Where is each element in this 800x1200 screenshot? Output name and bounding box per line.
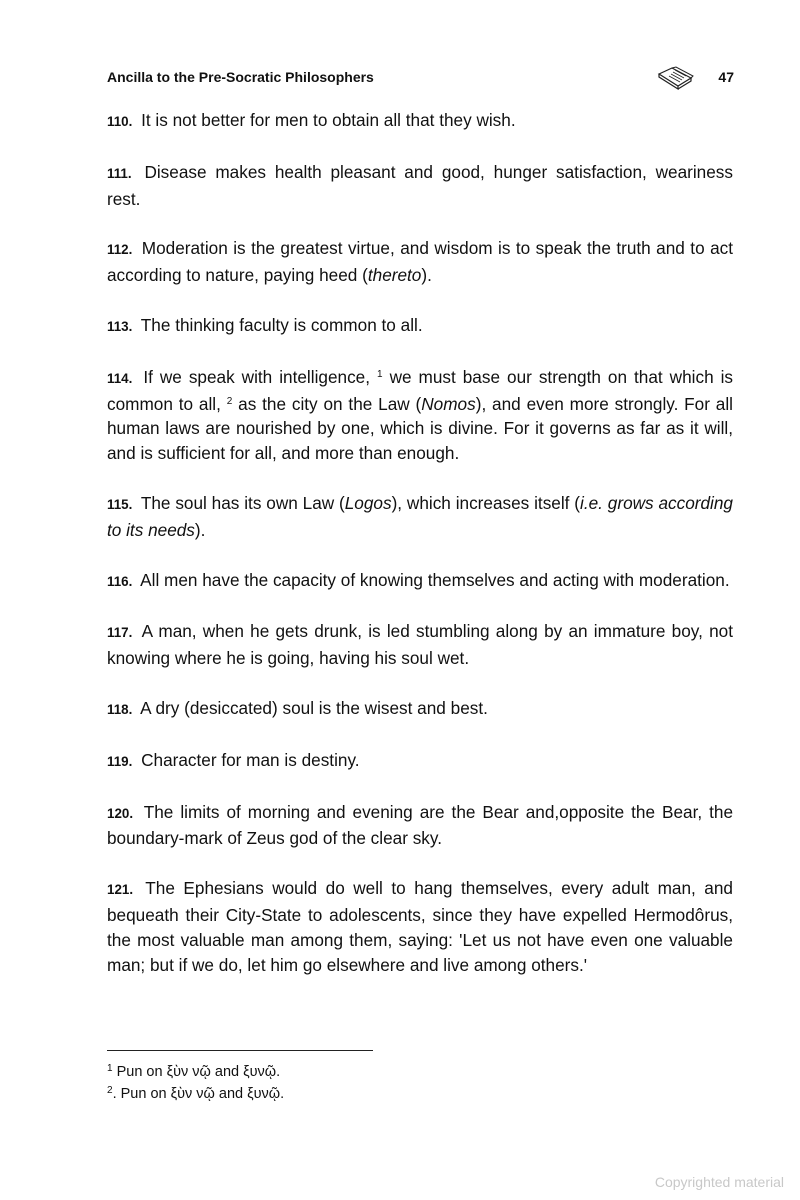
fragment-number: 121. [107, 882, 134, 898]
fragment [107, 236, 733, 288]
fragment-number: 115. [107, 496, 133, 512]
fragment [107, 491, 733, 543]
fragment-number: 114. [107, 370, 133, 386]
fragment-text: Character for man is destiny. [141, 749, 360, 770]
fragment-number: 113. [107, 318, 133, 334]
fragment [107, 365, 733, 466]
page-number: 47 [718, 69, 734, 85]
fragment [107, 313, 733, 340]
fragment-number: 119. [107, 753, 133, 769]
fragment-number: 110. [107, 114, 133, 129]
fragment-text: Disease makes health pleasant and good, hunger satisfaction, weariness rest. [107, 161, 733, 209]
fragment-italic: Nomos [421, 393, 476, 414]
fragment-text: The limits of morning and evening are the Bear and,opposite the Bear, the boundary-mark of Zeus god of the clear sky. [107, 801, 734, 849]
fragment-number: 112. [107, 242, 133, 258]
fragment [107, 568, 733, 595]
footnotes [107, 1050, 733, 1105]
footnote-ref-1[interactable]: 1 [377, 368, 383, 380]
fragment-text: ), and even more strongly. For all human laws are nourished by one, which is divine. For it governs as far as it will, and is sufficient for all, and more than enough. [107, 393, 734, 464]
fragment [107, 696, 733, 723]
footnote [107, 1061, 733, 1083]
running-title: Ancilla to the Pre-Socratic Philosophers [107, 69, 374, 85]
fragments-list [107, 108, 733, 1002]
fragment-text: as the city on the Law ( [238, 393, 422, 414]
fragment-text: If we speak with intelligence, [143, 366, 370, 387]
fragment-text: ). [421, 265, 432, 286]
fragment-number: 118. [107, 701, 133, 717]
fragment-text: Moderation is the greatest virtue, and wisdom is to speak the truth and to act according to nature, paying heed ( [107, 238, 733, 286]
fragment-text: All men have the capacity of knowing themselves and acting with moderation. [140, 569, 730, 590]
fragment [107, 748, 733, 775]
fragment [107, 619, 733, 671]
footnote-marker: 1 [107, 1063, 113, 1074]
fragment-italic: Logos [344, 492, 392, 513]
page-header [107, 66, 734, 92]
footnote-text: Pun on ξὺν νῷ and ξυνῷ. [120, 1086, 285, 1102]
fragment-number: 120. [107, 805, 134, 821]
copyright-watermark: Copyrighted material [654, 1174, 784, 1190]
fragment-text: It is not better for men to obtain all that they wish. [141, 110, 516, 130]
fragment-text: The Ephesians would do well to hang themselves, every adult man, and bequeath their City-State to adolescents, since they have expelled Hermodôrus, the most valuable man among them, saying: 'Let us not have even one valuable man; but if we do, let him go elsewhere and live among others.' [107, 878, 733, 975]
fragment-text: ). [194, 519, 206, 540]
fragment-text: A man, when he gets drunk, is led stumbling along by an immature boy, not knowing where he is going, having his soul wet. [107, 621, 734, 669]
fragment-number: 116. [107, 573, 133, 589]
fragment-number: 111. [107, 165, 132, 181]
fragment-text: The soul has its own Law ( [140, 492, 345, 513]
fragment-italic: i.e. grows according to its needs [107, 492, 733, 540]
footnote-marker-suffix: . [112, 1086, 117, 1102]
fragment [107, 876, 733, 977]
open-book-icon [656, 66, 696, 90]
fragment-text: ), which increases itself ( [391, 492, 581, 513]
fragment-text: The thinking faculty is common to all. [140, 314, 423, 335]
footnote [107, 1083, 733, 1105]
footnote-marker: 2 [107, 1085, 113, 1096]
fragment-italic: thereto [367, 265, 422, 286]
fragment [107, 160, 733, 212]
footnote-ref-2[interactable]: 2 [226, 395, 233, 407]
footnote-text: Pun on ξὺν νῷ and ξυνῷ. [116, 1064, 281, 1080]
fragment-text: we must base our strength on that which is common to all, [107, 366, 734, 414]
fragment-text: A dry (desiccated) soul is the wisest and best. [140, 697, 488, 718]
fragment [107, 108, 733, 135]
footnote-divider [107, 1050, 373, 1051]
fragment [107, 800, 733, 852]
fragment-number: 117. [107, 625, 133, 641]
